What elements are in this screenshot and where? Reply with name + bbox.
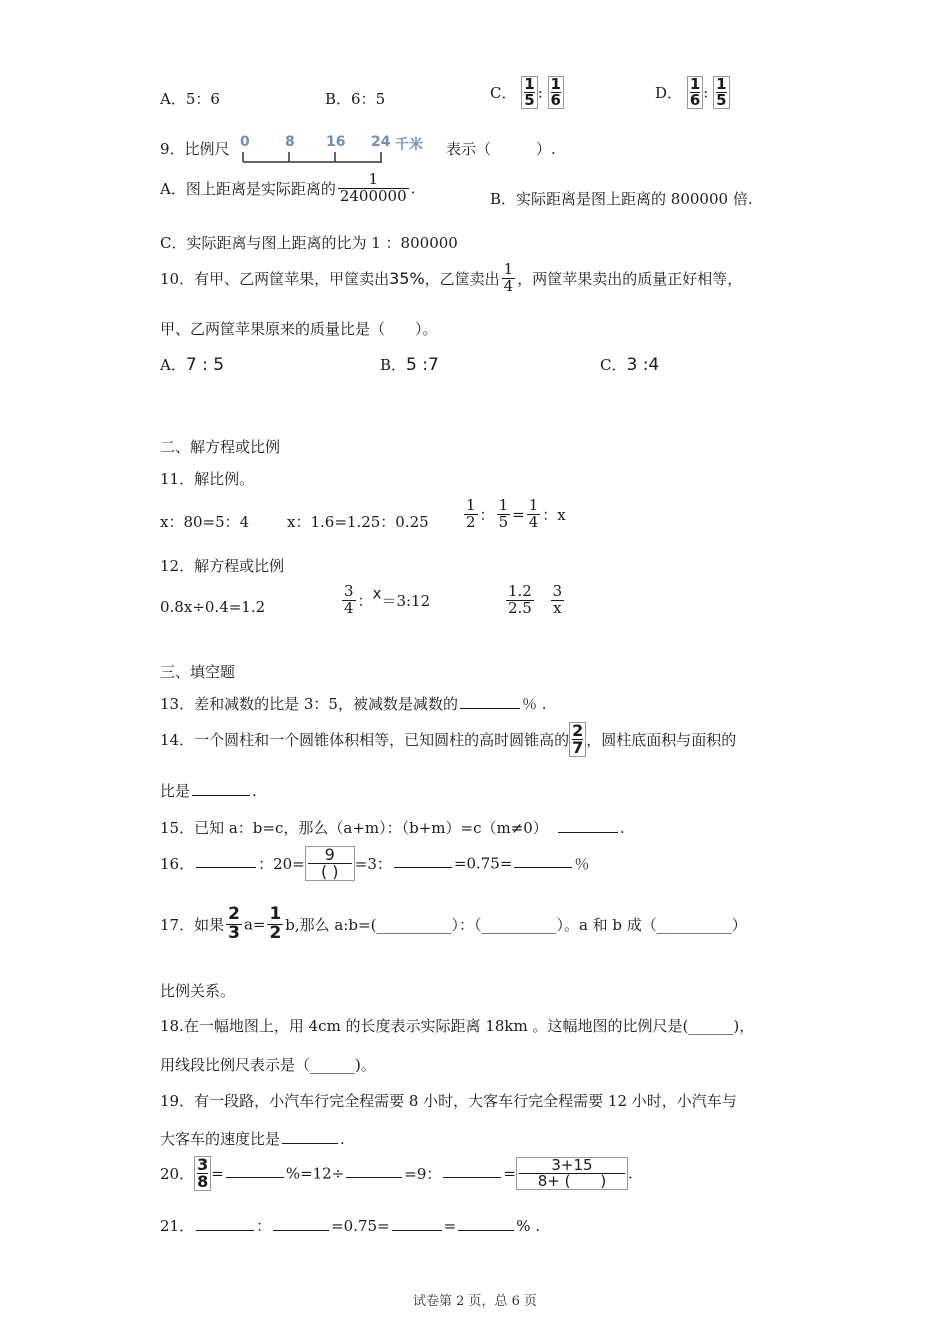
fraction: $\frac{1}{4}$ <box>503 260 514 295</box>
fraction: 9 ( ) <box>305 846 355 881</box>
q12-equation-1: 0.8x÷0.4=1.2 <box>160 598 266 616</box>
ruler-tick-label: 16 <box>326 134 346 150</box>
fraction: $\frac{2}{7}$ <box>569 722 586 757</box>
fraction: $\frac{1}{2400000}$ <box>339 170 407 205</box>
q15: 15．已知 a：b=c，那么（a+m）：（b+m）=c（m≠0） . <box>160 819 625 837</box>
ruler-tick-label: 8 <box>285 134 295 150</box>
q14-line1: 14．一个圆柱和一个圆锥体积相等，已知圆柱的高时圆锥高的 $\frac{2}{7}$ ，圆柱底面积与面积的 <box>160 721 737 757</box>
q21: 21． ： =0.75= = % . <box>160 1217 541 1235</box>
q12-equation-2: $\frac{3}{4}$ ：x＝3:12 <box>344 582 431 617</box>
q8-option-a: A．5：6 <box>160 90 220 108</box>
q12-equation-3: $\frac{1.2}{2.5}$ $\frac{3}{x}$ <box>508 582 563 617</box>
answer-blank[interactable] <box>460 707 520 709</box>
fraction-box: $\frac{3+15}{8+ ( )}$ <box>516 1157 628 1190</box>
answer-blank[interactable] <box>273 1229 329 1231</box>
fraction: $\frac{2}{3}$ <box>228 904 240 943</box>
q10-option-b: B．5 :7 <box>380 355 439 375</box>
answer-blank[interactable] <box>514 866 572 868</box>
q20: 20． $\frac{3}{8}$ = %=12÷ =9： = $\frac{3+15}{8+ ( )}$ . <box>160 1155 633 1191</box>
answer-blank[interactable] <box>392 1229 442 1231</box>
q8-option-d: D． $\frac{1}{6}$ : $\frac{1}{5}$ <box>655 76 730 109</box>
q17-line2: 比例关系。 <box>160 982 236 1000</box>
answer-blank[interactable] <box>346 1176 402 1178</box>
answer-blank[interactable] <box>282 1142 338 1144</box>
q10-option-a: A．7 : 5 <box>160 355 225 375</box>
q14-line2: 比是 . <box>160 782 257 800</box>
answer-blank[interactable] <box>394 866 452 868</box>
ruler-unit: 千米 <box>395 137 423 153</box>
answer-blank[interactable] <box>443 1176 501 1178</box>
fraction: $\frac{1}{5}$ <box>713 76 729 109</box>
fraction: $\frac{3}{8}$ <box>194 1156 211 1191</box>
q19-line1: 19．有一段路，小汽车行完全程需要 8 小时，大客车行完全程需要 12 小时，小汽车与 <box>160 1092 737 1110</box>
answer-blank[interactable] <box>226 1176 284 1178</box>
section-3-title: 三、填空题 <box>160 663 236 681</box>
ruler-tick-label: 24 <box>371 134 391 150</box>
q18-line1: 18.在一幅地图上，用 4cm 的长度表示实际距离 18km 。这幅地图的比例尺是(______)， <box>160 1017 755 1035</box>
answer-blank[interactable] <box>196 866 256 868</box>
q18-line2: 用线段比例尺表示是（______)。 <box>160 1056 376 1074</box>
q12-title: 12．解方程或比例 <box>160 557 285 575</box>
q10-option-c: C．3 :4 <box>600 355 660 375</box>
ruler-tick-label: 0 <box>240 134 250 150</box>
q10-line1: 10．有甲、乙两筐苹果，甲筐卖出35%，乙筐卖出 $\frac{1}{4}$ ，两筐苹果卖出的质量正好相等， <box>160 260 743 295</box>
q10-line2: 甲、乙两筐苹果原来的质量比是（ ）。 <box>160 320 438 338</box>
option-label: D． <box>655 84 683 102</box>
fraction: $\frac{1}{6}$ <box>548 76 564 109</box>
q11-equation-1: x：80=5：4 <box>160 513 250 531</box>
q13: 13．差和减数的比是 3：5，被减数是减数的 ％ . <box>160 695 547 713</box>
q11-equation-2: x：1.6=1.25：0.25 <box>287 513 429 531</box>
answer-blank[interactable] <box>192 794 250 796</box>
q9-option-c: C．实际距离与图上距离的比为 1 ：800000 <box>160 234 458 252</box>
q11-title: 11．解比例。 <box>160 470 255 488</box>
q16: 16． ：20= 9 ( ) =3： =0.75= ％ <box>160 845 590 881</box>
answer-blank[interactable] <box>558 831 618 833</box>
q17-line1: 17．如果 $\frac{2}{3}$ a= $\frac{1}{2}$ b,那么 a:b=(__________）：（__________）。a 和 b 成（__________） <box>160 904 747 943</box>
answer-blank[interactable] <box>458 1229 514 1231</box>
fraction: $\frac{1}{6}$ <box>687 76 703 109</box>
option-label: C． <box>490 84 517 102</box>
q8-option-b: B．6：5 <box>325 90 386 108</box>
q9-prefix: 9．比例尺 <box>160 140 230 158</box>
answer-blank[interactable] <box>196 1229 254 1231</box>
ruler-line <box>242 150 392 164</box>
q9-suffix: 表示（ ）. <box>446 140 556 158</box>
q8-option-c: C． $\frac{1}{5}$ : $\frac{1}{6}$ <box>490 76 564 109</box>
q9-option-a: A．图上距离是实际距离的 $\frac{1}{2400000}$ . <box>160 170 416 205</box>
q11-equation-3: $\frac{1}{2}$ ： $\frac{1}{5}$ = $\frac{1}{4}$ ：x <box>466 496 566 531</box>
page-footer: 试卷第 2 页，总 6 页 <box>412 1294 538 1309</box>
scale-bar-ruler <box>240 134 440 164</box>
q19-line2: 大客车的速度比是 . <box>160 1130 345 1148</box>
fraction: $\frac{1}{5}$ <box>521 76 537 109</box>
q9-option-b: B．实际距离是图上距离的 800000 倍. <box>490 190 753 208</box>
fraction: $\frac{1}{2}$ <box>269 904 282 943</box>
section-2-title: 二、解方程或比例 <box>160 438 281 456</box>
